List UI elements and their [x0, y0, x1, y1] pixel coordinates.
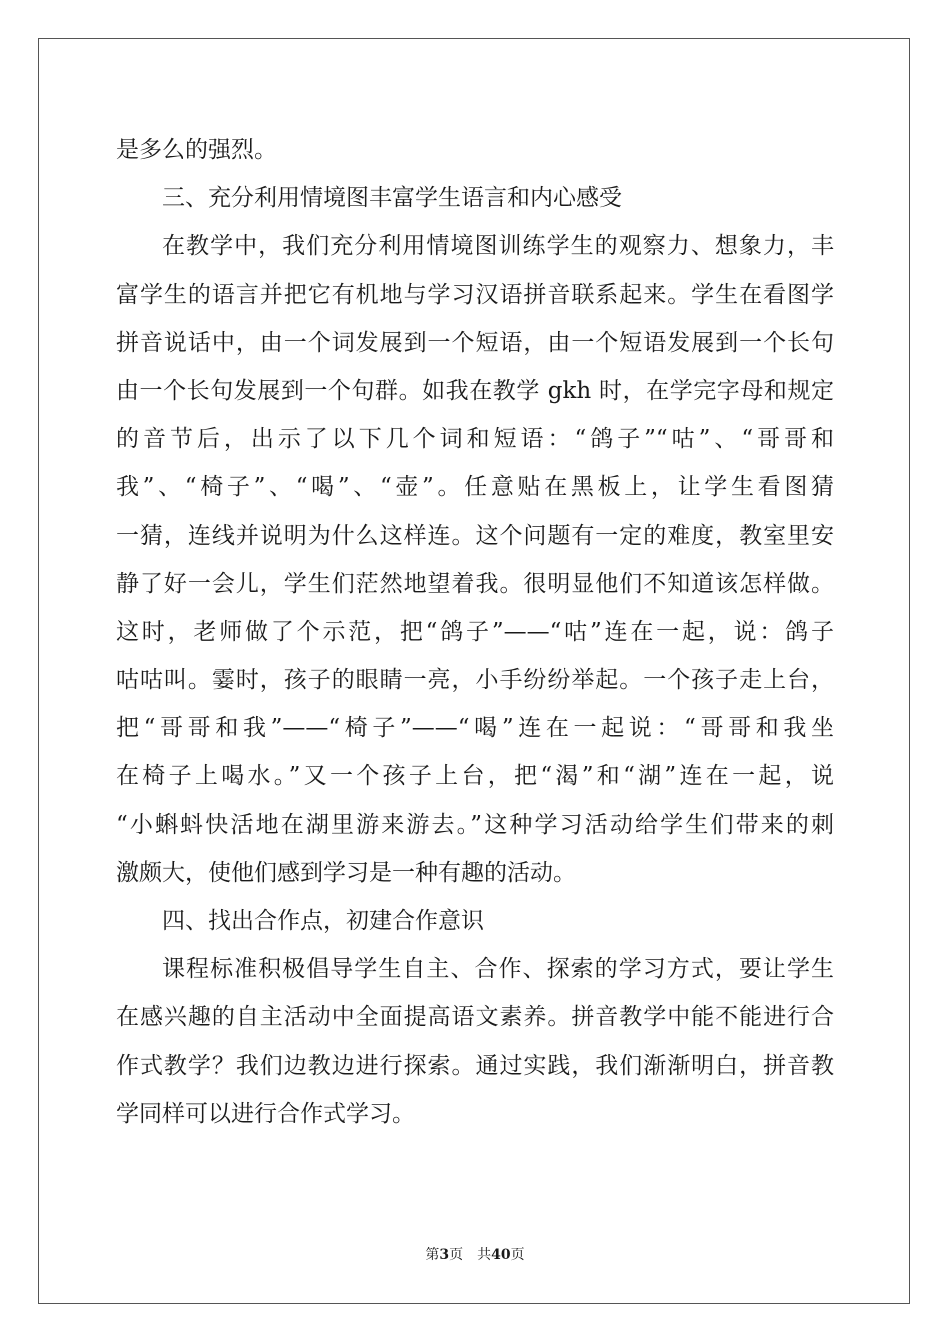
- text-line: 拼音说话中，由一个词发展到一个短语，由一个短语发展到一个长句: [116, 329, 834, 356]
- page-footer: [0, 1244, 950, 1264]
- text-line: 富学生的语言并把它有机地与学习汉语拼音联系起来。学生在看图学: [116, 281, 834, 308]
- text-line: 静了好一会儿，学生们茫然地望着我。很明显他们不知道该怎样做。: [116, 570, 834, 597]
- text-line: 一猜，连线并说明为什么这样连。这个问题有一定的难度，教室里安: [116, 522, 834, 549]
- text-line: 激颇大，使他们感到学习是一种有趣的活动。: [116, 859, 576, 886]
- text-line: 由一个长句发展到一个句群。如我在教学 gkh 时，在学完字母和规定: [116, 377, 834, 404]
- text-line: 的音节后，出示了以下几个词和短语：“鸽子”“咕”、“哥哥和: [116, 426, 834, 453]
- text-line: 在教学中，我们充分利用情境图训练学生的观察力、想象力，丰: [162, 233, 834, 260]
- text-line: 在感兴趣的自主活动中全面提高语文素养。拼音教学中能不能进行合: [116, 1004, 834, 1031]
- document-body: [116, 126, 834, 1138]
- footer-prefix: 第: [425, 1247, 440, 1263]
- text-line: 我”、“椅子”、“喝”、“壶”。任意贴在黑板上，让学生看图猜: [116, 474, 834, 501]
- footer-mid: 页 共: [449, 1247, 492, 1263]
- text-line: 在椅子上喝水。”又一个孩子上台，把“渴”和“湖”连在一起，说: [116, 763, 834, 790]
- text-line: “小蝌蚪快活地在湖里游来游去。”这种学习活动给学生们带来的刺: [116, 811, 834, 838]
- text-line: 把“哥哥和我”——“椅子”——“喝”连在一起说：“哥哥和我坐: [116, 715, 834, 742]
- text-line: 四、找出合作点，初建合作意识: [162, 908, 484, 934]
- text-line: 这时，老师做了个示范，把“鸽子”——“咕”连在一起，说：鸽子: [116, 618, 834, 645]
- text-line: 是多么的强烈。: [116, 137, 277, 163]
- text-line: 咕咕叫。霎时，孩子的眼睛一亮，小手纷纷举起。一个孩子走上台，: [116, 667, 834, 694]
- footer-total-pages: 40: [491, 1247, 511, 1263]
- text-line: 学同样可以进行合作式学习。: [116, 1100, 415, 1127]
- text-line: 作式教学？我们边教边进行探索。通过实践，我们渐渐明白，拼音教: [116, 1052, 834, 1079]
- footer-page-number: 3: [439, 1247, 450, 1263]
- text-line: 课程标准积极倡导学生自主、合作、探索的学习方式，要让学生: [162, 956, 834, 983]
- text-line: 三、充分利用情境图丰富学生语言和内心感受: [162, 185, 622, 212]
- footer-suffix: 页: [510, 1247, 525, 1263]
